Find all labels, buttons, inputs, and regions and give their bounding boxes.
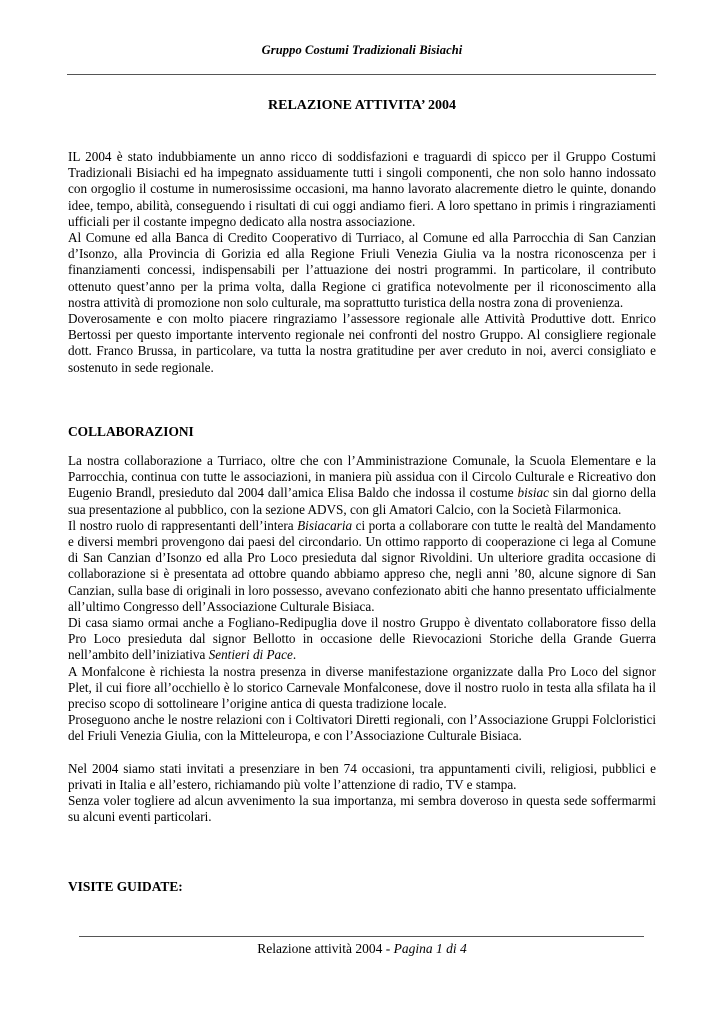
text-run: La nostra collaborazione a Turriaco, oltre che con l’Amministrazione Comunale, la Scuola Elementare e la Parrocchia, continua con tutte le associazioni, in maniera più assidua con il Circolo Culturale e Ricreativo don Eugenio Brandl, presieduto dal 2004 dall’amica Elisa Baldo che indossa il costume	[68, 453, 656, 501]
footer	[0, 941, 724, 957]
intro-paragraph: IL 2004 è stato indubbiamente un anno ricco di soddisfazioni e traguardi di spicco per il Gruppo Costumi Tradizionali Bisiachi ed ha impegnato assiduamente tutti i singoli componenti, che non solo hanno indossato con orgoglio il costume in numerosissime occasioni, ma hanno lavorato alacremente dietro le quinte, donando idee, tempo, abilità, conseguendo i risultati di cui oggi andiamo fieri. A loro spettano in primis i ringraziamenti ufficiali per il costante impegno dedicato alla nostra associazione.	[68, 149, 656, 229]
italic-term: bisiac	[517, 485, 550, 501]
collab-paragraph: A Monfalcone è richiesta la nostra presenza in diverse manifestazione organizzate dalla Pro Loco del signor Plet, il cui fiore all’occhiello è lo storico Carnevale Monfalconese, dove il nostro ruolo in testa alla sfilata ha il preciso scopo di sottolineare l’origine antica di questa tradizione locale.	[68, 663, 656, 712]
italic-term: Sentieri di Pace	[208, 647, 293, 663]
collab-paragraph: Proseguono anche le nostre relazioni con i Coltivatori Diretti regionali, con l’Associazione Gruppi Folcloristici del Friuli Venezia Giulia, con la Mitteleuropa, e con l’Associazione Culturale Bisiaca.	[68, 712, 656, 744]
italic-term: Bisiacaria	[297, 517, 353, 533]
collab-paragraph	[68, 518, 656, 615]
collaborazioni-section	[68, 453, 656, 826]
collab-paragraph	[68, 615, 656, 664]
footer-rule	[79, 936, 644, 937]
text-run: ci porta a collaborare con tutte le realtà del Mandamento e diversi membri provengono dai paesi del circondario. Un ottimo rapporto di cooperazione ci lega al Comune di San Canzian d’Isonzo ed alla Pro Loco presieduta dal signor Rivoldini. Un ulteriore gradita occasione di collaborazione si è presentata ad ottobre quando abbiamo appreso che, negli anni ’80, alcune signore di San Canzian, sulla base di originali in loro possesso, avevano confezionato abiti che hanno presentato ufficialmente all’ultimo Congresso dell’Associazione Culturale Bisiaca.	[68, 517, 657, 614]
intro-section	[68, 149, 656, 376]
intro-paragraph: Al Comune ed alla Banca di Credito Cooperativo di Turriaco, al Comune ed alla Parrocchia di San Canzian d’Isonzo, alla Provincia di Gorizia ed alla Regione Friuli Venezia Giulia va la nostra riconoscenza per i finanziamenti concessi, indispensabili per l’attuazione dei nostri programmi. In particolare, il contributo ottenuto quest’anno per la prima volta, dalla Regione ci gratifica notevolmente per il riconoscimento alla nostra attività di promozione non solo culturale, ma soprattutto turistica della nostra zona di provenienza.	[68, 230, 656, 310]
header-title: Gruppo Costumi Tradizionali Bisiachi	[261, 43, 463, 57]
header-rule	[67, 74, 656, 75]
footer-label: Relazione attività 2004 -	[257, 941, 394, 956]
page-number: Pagina 1 di 4	[393, 941, 467, 956]
collab-paragraph: Nel 2004 siamo stati invitati a presenziare in ben 74 occasioni, tra appuntamenti civili, religiosi, pubblici e privati in Italia e all’estero, richiamando più volte l’attenzione di radio, TV e stampa.	[68, 760, 656, 793]
visite-guidate-heading: VISITE GUIDATE:	[68, 879, 183, 894]
report-title: RELAZIONE ATTIVITA’ 2004	[268, 98, 456, 113]
collab-paragraph: Senza voler togliere ad alcun avvenimento la sua importanza, mi sembra doveroso in questa sede soffermarmi su alcuni eventi particolari.	[68, 793, 656, 825]
collaborazioni-heading: COLLABORAZIONI	[68, 424, 194, 439]
text-run: .	[292, 647, 297, 663]
text-run: sin dal giorno della sua presentazione al pubblico, con la sezione ADVS, con gli Amatori Calcio, con la Società Filarmonica.	[68, 485, 657, 517]
text-run: Di casa siamo ormai anche a Fogliano-Redipuglia dove il nostro Gruppo è diventato collaboratore fisso della Pro Loco presieduta dal signor Bellotto in occasione delle Rievocazioni Storiche della Grande Guerra nell’ambito dell’iniziativa	[68, 615, 656, 663]
text-run: Il nostro ruolo di rappresentanti dell’intera	[68, 517, 298, 533]
intro-paragraph: Doverosamente e con molto piacere ringraziamo l’assessore regionale alle Attività Produttive dott. Enrico Bertossi per questo importante intervento regionale nei confronti del nostro Gruppo. Al consigliere regionale dott. Franco Brussa, in particolare, va tutta la nostra gratitudine per aver creduto in noi, averci consigliato e sostenuto in sede regionale.	[68, 311, 656, 375]
collab-paragraph	[68, 453, 656, 518]
